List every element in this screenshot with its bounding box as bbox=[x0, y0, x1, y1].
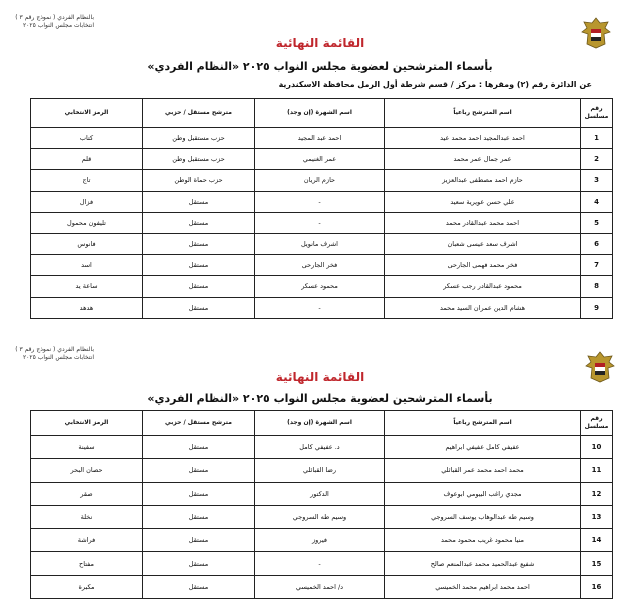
cell-fame: - bbox=[255, 212, 385, 233]
cell-num: 6 bbox=[581, 233, 613, 254]
candidates-title: بأسماء المترشحين لعضوية مجلس النواب ٢٠٢٥ «النظام الفردي» bbox=[147, 392, 493, 405]
cell-party: مستقل bbox=[143, 482, 255, 505]
table-body bbox=[31, 436, 613, 599]
cell-symbol: اسد bbox=[31, 255, 143, 276]
cell-fame: فيروز bbox=[255, 529, 385, 552]
header-party: مترشح مستقل / حزبي bbox=[143, 411, 255, 436]
cell-party: مستقل bbox=[143, 255, 255, 276]
cell-party: مستقل bbox=[143, 276, 255, 297]
cell-fame: عمر الغنيمي bbox=[255, 149, 385, 170]
cell-name: عفيفي كامل عفيفي ابراهيم bbox=[385, 436, 581, 459]
cell-symbol: ساعة يد bbox=[31, 276, 143, 297]
cell-num: 8 bbox=[581, 276, 613, 297]
cell-fame: احمد عبد المجيد bbox=[255, 128, 385, 149]
cell-symbol: مفتاح bbox=[31, 552, 143, 575]
cell-name: وسيم طه عبدالوهاب يوسف السروجي bbox=[385, 505, 581, 528]
header-symbol: الرمز الانتخابي bbox=[31, 99, 143, 128]
cell-party: مستقل bbox=[143, 212, 255, 233]
candidates-title: بأسماء المترشحين لعضوية مجلس النواب ٢٠٢٥ «النظام الفردي» bbox=[147, 60, 493, 73]
cell-symbol: سفينة bbox=[31, 436, 143, 459]
cell-party: مستقل bbox=[143, 233, 255, 254]
list-page-2 bbox=[0, 340, 640, 593]
cell-fame: الدكتور bbox=[255, 482, 385, 505]
cell-num: 12 bbox=[581, 482, 613, 505]
cell-name: احمد محمد عبدالقادر محمد bbox=[385, 212, 581, 233]
table-row bbox=[31, 255, 613, 276]
cell-num: 2 bbox=[581, 149, 613, 170]
cell-party: مستقل bbox=[143, 529, 255, 552]
header-name: اسم المترشح رباعياً bbox=[385, 411, 581, 436]
table-row bbox=[31, 552, 613, 575]
table-row bbox=[31, 505, 613, 528]
cell-num: 13 bbox=[581, 505, 613, 528]
header-num: رقم مسلسل bbox=[581, 99, 613, 128]
cell-name: محمود عبدالقادر رجب عسكر bbox=[385, 276, 581, 297]
table-row bbox=[31, 482, 613, 505]
table-row bbox=[31, 128, 613, 149]
cell-name: علي حسن عويرية سعيد bbox=[385, 191, 581, 212]
cell-name: اشرف سعد عيسى شعبان bbox=[385, 233, 581, 254]
table-row bbox=[31, 233, 613, 254]
table-row bbox=[31, 297, 613, 318]
table-header-row bbox=[31, 411, 613, 436]
cell-symbol: قلم bbox=[31, 149, 143, 170]
cell-num: 5 bbox=[581, 212, 613, 233]
cell-name: منيا محمود غريب محمود محمد bbox=[385, 529, 581, 552]
stamp-line: ( نموذج رقم ٣ ) بالنظام الفردي bbox=[15, 346, 94, 353]
cell-fame: - bbox=[255, 297, 385, 318]
cell-party: مستقل bbox=[143, 552, 255, 575]
cell-name: احمد عبدالمجيد احمد محمد عيد bbox=[385, 128, 581, 149]
form-stamp bbox=[14, 346, 94, 362]
stamp-line: انتخابات مجلس النواب ٢٠٢٥ bbox=[22, 22, 94, 29]
header-num: رقم مسلسل bbox=[581, 411, 613, 436]
cell-name: احمد محمد ابراهيم محمد الخميسي bbox=[385, 575, 581, 598]
table-row bbox=[31, 170, 613, 191]
final-list-title: القائمة النهائية bbox=[275, 36, 365, 50]
candidates-table bbox=[30, 98, 613, 319]
header-party: مترشح مستقل / حزبي bbox=[143, 99, 255, 128]
cell-fame: - bbox=[255, 552, 385, 575]
cell-symbol: تاج bbox=[31, 170, 143, 191]
cell-symbol: كتاب bbox=[31, 128, 143, 149]
header-name: اسم المترشح رباعياً bbox=[385, 99, 581, 128]
header-fame: اسم الشهرة (إن وجد) bbox=[255, 99, 385, 128]
cell-symbol: مكبرة bbox=[31, 575, 143, 598]
cell-party: مستقل bbox=[143, 436, 255, 459]
cell-num: 4 bbox=[581, 191, 613, 212]
cell-name: محمد احمد محمد عمر القبائلي bbox=[385, 459, 581, 482]
stamp-line: ( نموذج رقم ٣ ) بالنظام الفردي bbox=[15, 14, 94, 21]
table-row bbox=[31, 529, 613, 552]
form-stamp bbox=[14, 14, 94, 30]
cell-symbol: فانوس bbox=[31, 233, 143, 254]
cell-num: 11 bbox=[581, 459, 613, 482]
cell-symbol: صقر bbox=[31, 482, 143, 505]
table-row bbox=[31, 212, 613, 233]
stamp-line: انتخابات مجلس النواب ٢٠٢٥ bbox=[22, 354, 94, 361]
cell-num: 3 bbox=[581, 170, 613, 191]
cell-symbol: حصان البحر bbox=[31, 459, 143, 482]
cell-name: شفيع عبدالحميد محمد عبدالمنعم صالح bbox=[385, 552, 581, 575]
table-header-row bbox=[31, 99, 613, 128]
table-row bbox=[31, 276, 613, 297]
cell-party: مستقل bbox=[143, 459, 255, 482]
table-body bbox=[31, 128, 613, 319]
table-row bbox=[31, 575, 613, 598]
cell-party: حزب حماة الوطن bbox=[143, 170, 255, 191]
cell-symbol: فراشة bbox=[31, 529, 143, 552]
cell-fame: د. عفيفي كامل bbox=[255, 436, 385, 459]
cell-symbol: نخلة bbox=[31, 505, 143, 528]
cell-num: 1 bbox=[581, 128, 613, 149]
cell-symbol: فزال bbox=[31, 191, 143, 212]
cell-num: 7 bbox=[581, 255, 613, 276]
cell-fame: - bbox=[255, 191, 385, 212]
cell-num: 15 bbox=[581, 552, 613, 575]
table-row bbox=[31, 436, 613, 459]
header-symbol: الرمز الانتخابي bbox=[31, 411, 143, 436]
cell-fame: فخر الجارحى bbox=[255, 255, 385, 276]
cell-party: حزب مستقبل وطن bbox=[143, 128, 255, 149]
cell-name: فخر محمد فهمى الجارحى bbox=[385, 255, 581, 276]
cell-name: هشام الدين عمران السيد محمد bbox=[385, 297, 581, 318]
cell-fame: حازم الريان bbox=[255, 170, 385, 191]
cell-num: 16 bbox=[581, 575, 613, 598]
cell-name: عمر جمال عمر محمد bbox=[385, 149, 581, 170]
header-fame: اسم الشهرة (إن وجد) bbox=[255, 411, 385, 436]
cell-symbol: تليفون محمول bbox=[31, 212, 143, 233]
candidates-table bbox=[30, 410, 613, 599]
cell-num: 14 bbox=[581, 529, 613, 552]
final-list-title: القائمة النهائية bbox=[275, 370, 365, 384]
cell-fame: رضا القبائلي bbox=[255, 459, 385, 482]
cell-num: 9 bbox=[581, 297, 613, 318]
table-row bbox=[31, 459, 613, 482]
cell-party: مستقل bbox=[143, 505, 255, 528]
cell-party: مستقل bbox=[143, 191, 255, 212]
cell-fame: محمود عسكر bbox=[255, 276, 385, 297]
cell-fame: وسيم طه السروجي bbox=[255, 505, 385, 528]
cell-party: مستقل bbox=[143, 297, 255, 318]
table-row bbox=[31, 149, 613, 170]
table-row bbox=[31, 191, 613, 212]
cell-name: مجدي راغب البيومي ابوعوف bbox=[385, 482, 581, 505]
cell-fame: اشرف مانويل bbox=[255, 233, 385, 254]
cell-party: حزب مستقبل وطن bbox=[143, 149, 255, 170]
district-line: عن الدائرة رقم (٢) ومقرها : مركز / قسم شرطة أول الرمل محافظة الاسكندرية bbox=[278, 80, 592, 89]
cell-party: مستقل bbox=[143, 575, 255, 598]
cell-fame: د/ احمد الخميسي bbox=[255, 575, 385, 598]
cell-num: 10 bbox=[581, 436, 613, 459]
cell-name: حازم احمد مصطفى عبدالعزيز bbox=[385, 170, 581, 191]
cell-symbol: هدهد bbox=[31, 297, 143, 318]
